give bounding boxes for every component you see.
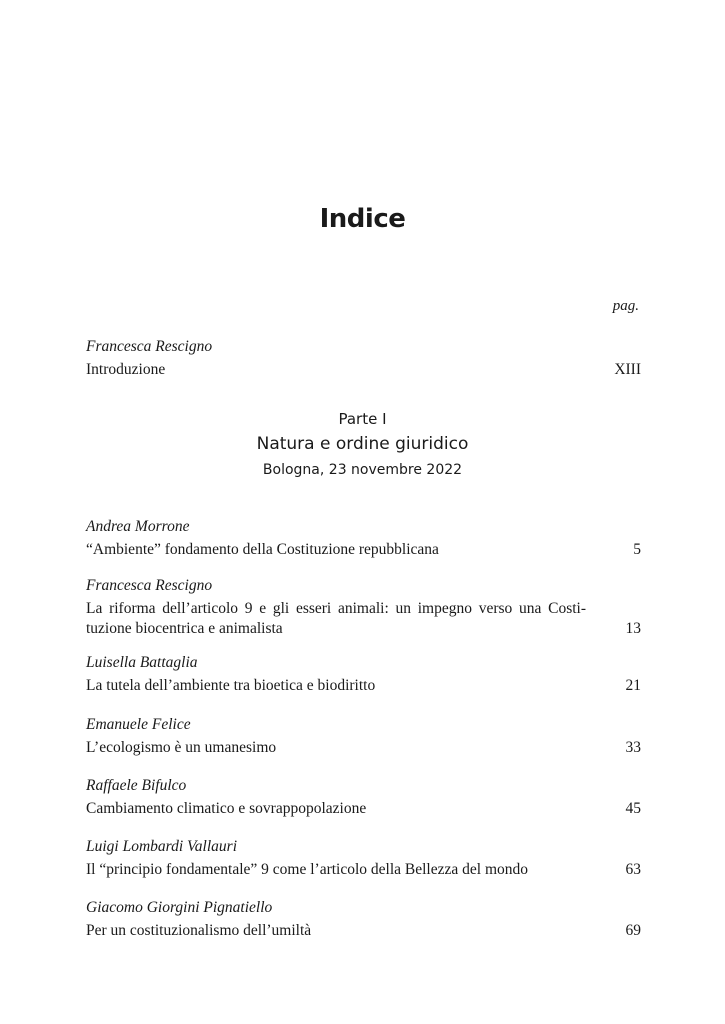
toc-author: Francesca Rescigno — [86, 577, 213, 594]
toc-entry-title — [86, 599, 586, 639]
toc-entry[interactable] — [86, 921, 641, 941]
toc-author: Emanuele Felice — [86, 716, 191, 733]
toc-author: Giacomo Giorgini Pignatiello — [86, 899, 273, 916]
toc-entry-title-line-2: tuzione biocentrica e animalista — [86, 620, 283, 637]
toc-entry-title: Il “principio fondamentale” 9 come l’articolo della Bellezza del mondo — [86, 861, 528, 878]
part-label: Parte I — [338, 410, 387, 428]
toc-entry[interactable] — [86, 799, 641, 819]
toc-entry[interactable] — [86, 738, 641, 758]
toc-entry-title-line-1: La riforma dell’articolo 9 e gli esseri animali: un impegno verso una Costi- — [86, 600, 586, 617]
page-title: Indice — [319, 204, 406, 234]
toc-entry-title: “Ambiente” fondamento della Costituzione repubblicana — [86, 541, 439, 558]
toc-entry-page: 13 — [625, 620, 641, 637]
toc-entry-page: 5 — [633, 541, 641, 558]
toc-author: Luigi Lombardi Vallauri — [86, 838, 238, 855]
toc-author: Andrea Morrone — [86, 518, 190, 535]
toc-entry[interactable] — [86, 860, 641, 880]
toc-entry-title: L’ecologismo è un umanesimo — [86, 739, 277, 756]
toc-entry-title: La tutela dell’ambiente tra bioetica e biodiritto — [86, 677, 376, 694]
toc-entry[interactable] — [86, 599, 641, 639]
toc-entry-page: 69 — [625, 922, 641, 939]
toc-entry[interactable] — [86, 676, 641, 696]
toc-entry-page: 63 — [625, 861, 641, 878]
toc-author: Francesca Rescigno — [86, 338, 213, 355]
toc-entry-title: Introduzione — [86, 361, 166, 378]
toc-entry-title: Cambiamento climatico e sovrappopolazione — [86, 800, 367, 817]
toc-entry-title: Per un costituzionalismo dell’umiltà — [86, 922, 312, 939]
toc-entry[interactable] — [86, 360, 641, 380]
part-place-date: Bologna, 23 novembre 2022 — [262, 462, 463, 478]
toc-entry-page: XIII — [614, 361, 641, 378]
toc-author: Luisella Battaglia — [86, 654, 198, 671]
page-column-label: pag. — [612, 298, 639, 314]
toc-author: Raffaele Bifulco — [86, 777, 187, 794]
toc-entry[interactable] — [86, 540, 641, 560]
toc-entry-page: 45 — [625, 800, 641, 817]
part-title: Natura e ordine giuridico — [256, 434, 469, 454]
toc-entry-page: 21 — [625, 677, 641, 694]
toc-entry-page: 33 — [625, 739, 641, 756]
